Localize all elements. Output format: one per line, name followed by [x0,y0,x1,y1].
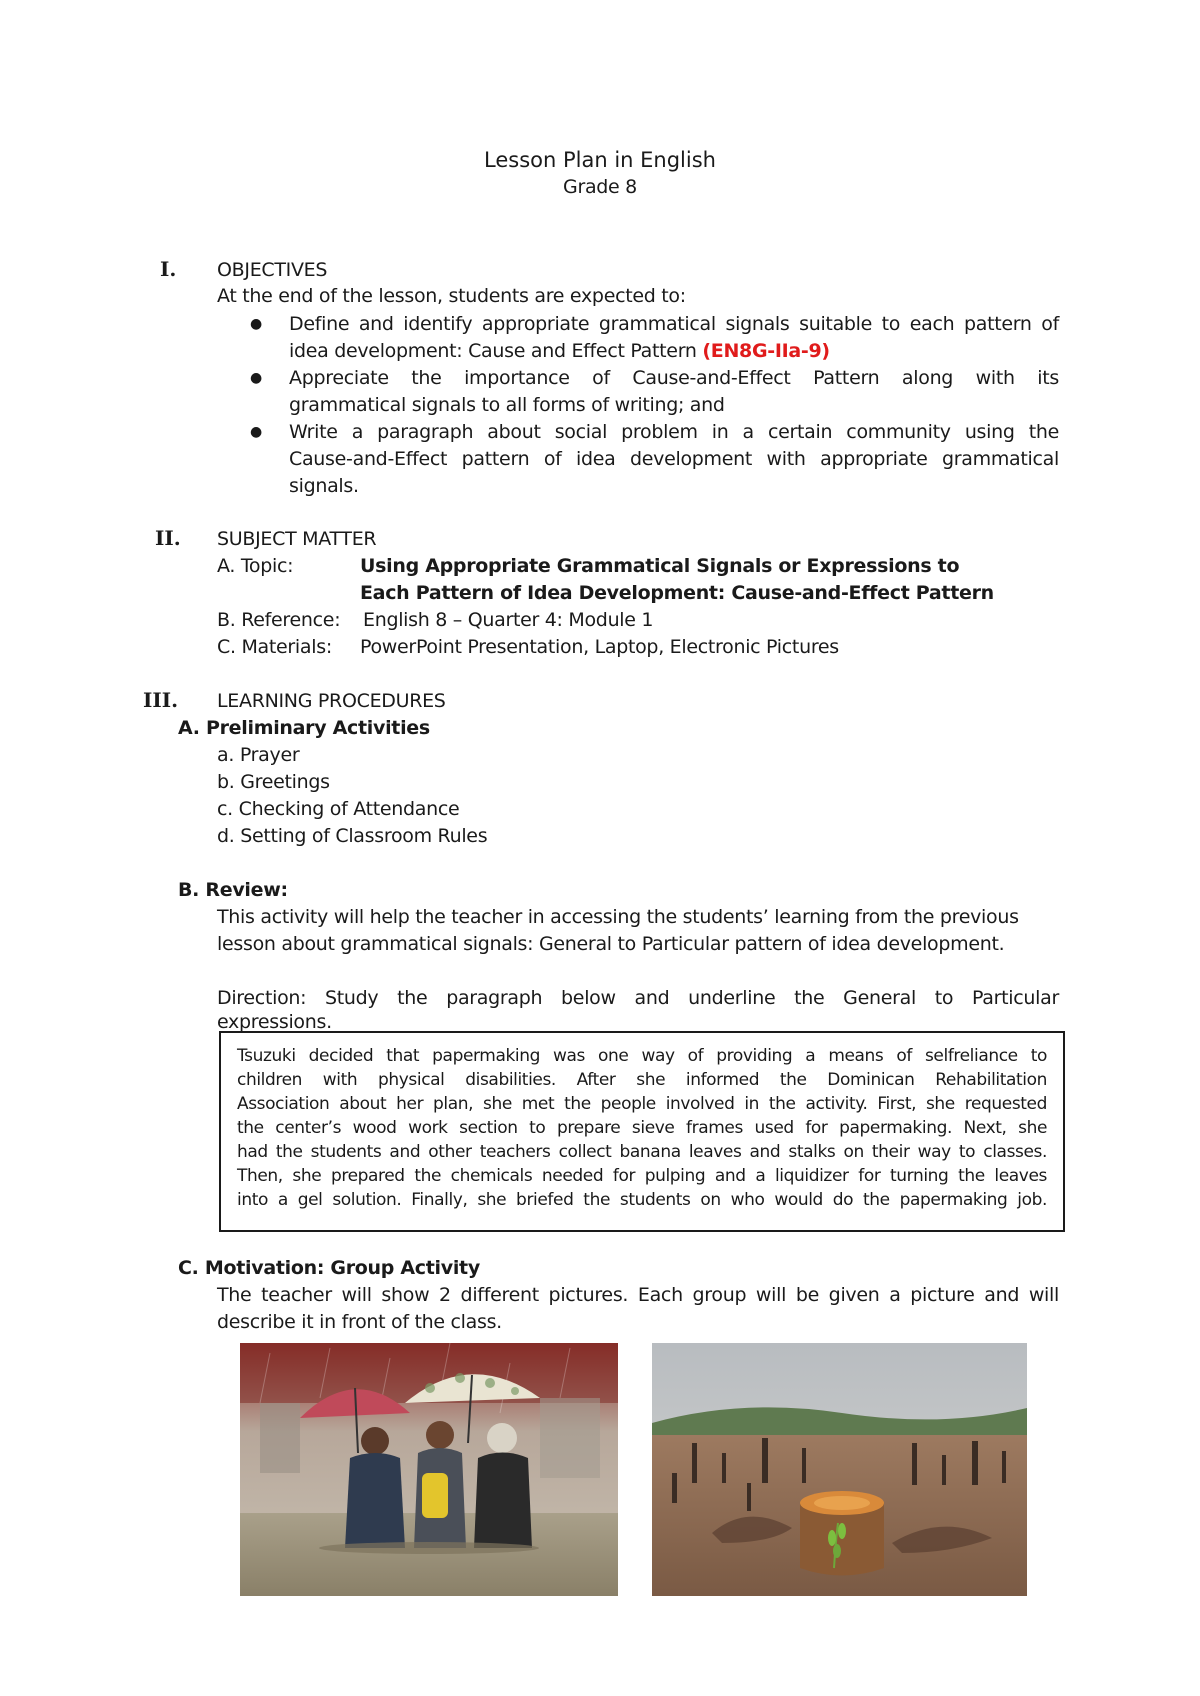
objectives-intro: At the end of the lesson, students are expected to: [217,285,686,307]
objective-line [289,338,830,365]
topic-title: Using Appropriate Grammatical Signals or Expressions to [360,555,960,577]
activity-item: d. Setting of Classroom Rules [217,825,488,847]
preliminary-heading: A. Preliminary Activities [178,717,430,739]
motivation-text: The teacher will show 2 different pictures. Each group will be given a picture and will [217,1284,1059,1306]
objective-line: grammatical signals to all forms of writing; and [289,394,725,416]
paragraph-line: Tsuzuki decided that papermaking was one way of providing a means of selfreliance to [237,1046,1047,1066]
motivation-text: describe it in front of the class. [217,1311,502,1333]
section-numeral: III. [143,688,179,712]
document-title: Lesson Plan in English [484,148,716,172]
reference-value: English 8 – Quarter 4: Module 1 [363,609,654,631]
paragraph-line: Then, she prepared the chemicals needed for pulping and a liquidizer for turning the leaves [237,1166,1047,1186]
objective-line: Appreciate the importance of Cause-and-Effect Pattern along with its [289,367,1059,389]
section-numeral: II. [155,526,181,550]
deforestation-scene-icon [652,1343,1027,1596]
activity-item: b. Greetings [217,771,330,793]
review-text: lesson about grammatical signals: General to Particular pattern of idea development. [217,933,1005,955]
bullet-icon: ● [250,370,263,386]
objective-line: Define and identify appropriate grammatical signals suitable to each pattern of [289,313,1059,335]
paragraph-line: Association about her plan, she met the people involved in the activity. First, she requested [237,1094,1047,1114]
subject-matter-heading: SUBJECT MATTER [217,528,377,550]
bullet-icon: ● [250,424,263,440]
paragraph-box [219,1031,1065,1232]
grade-label: Grade 8 [563,176,637,198]
paragraph-line: had the students and other teachers collect banana leaves and stalks on their way to classes. [237,1142,1047,1162]
motivation-heading: C. Motivation: Group Activity [178,1257,480,1279]
paragraph-line: the center’s wood work section to prepare sieve frames used for papermaking. Next, she [237,1118,1047,1138]
review-heading: B. Review: [178,879,288,901]
objective-line: Cause-and-Effect pattern of idea development with appropriate grammatical [289,448,1059,470]
reference-label: B. Reference: [217,609,341,631]
objective-line-text: idea development: Cause and Effect Pattern [289,340,697,362]
activity-item: a. Prayer [217,744,300,766]
flood-picture [240,1343,618,1596]
topic-label: A. Topic: [217,555,294,577]
materials-value: PowerPoint Presentation, Laptop, Electronic Pictures [360,636,839,658]
activity-item: c. Checking of Attendance [217,798,460,820]
direction-text: expressions. [217,1011,332,1033]
materials-label: C. Materials: [217,636,332,658]
procedures-heading: LEARNING PROCEDURES [217,690,446,712]
paragraph-line: into a gel solution. Finally, she briefed the students on who would do the papermaking job. [237,1190,1047,1210]
paragraph-line: children with physical disabilities. After she informed the Dominican Rehabilitation [237,1070,1047,1090]
objective-line: Write a paragraph about social problem in a certain community using the [289,421,1059,443]
bullet-icon: ● [250,316,263,332]
flood-scene-icon [240,1343,618,1596]
review-text: This activity will help the teacher in accessing the students’ learning from the previous [217,906,1019,928]
objectives-heading: OBJECTIVES [217,259,328,281]
deforestation-picture [652,1343,1027,1596]
objective-line: signals. [289,475,359,497]
section-numeral: I. [160,257,177,281]
competency-code: (EN8G-IIa-9) [702,340,830,362]
topic-title: Each Pattern of Idea Development: Cause-and-Effect Pattern [360,582,994,604]
direction-text: Direction: Study the paragraph below and underline the General to Particular [217,987,1059,1009]
